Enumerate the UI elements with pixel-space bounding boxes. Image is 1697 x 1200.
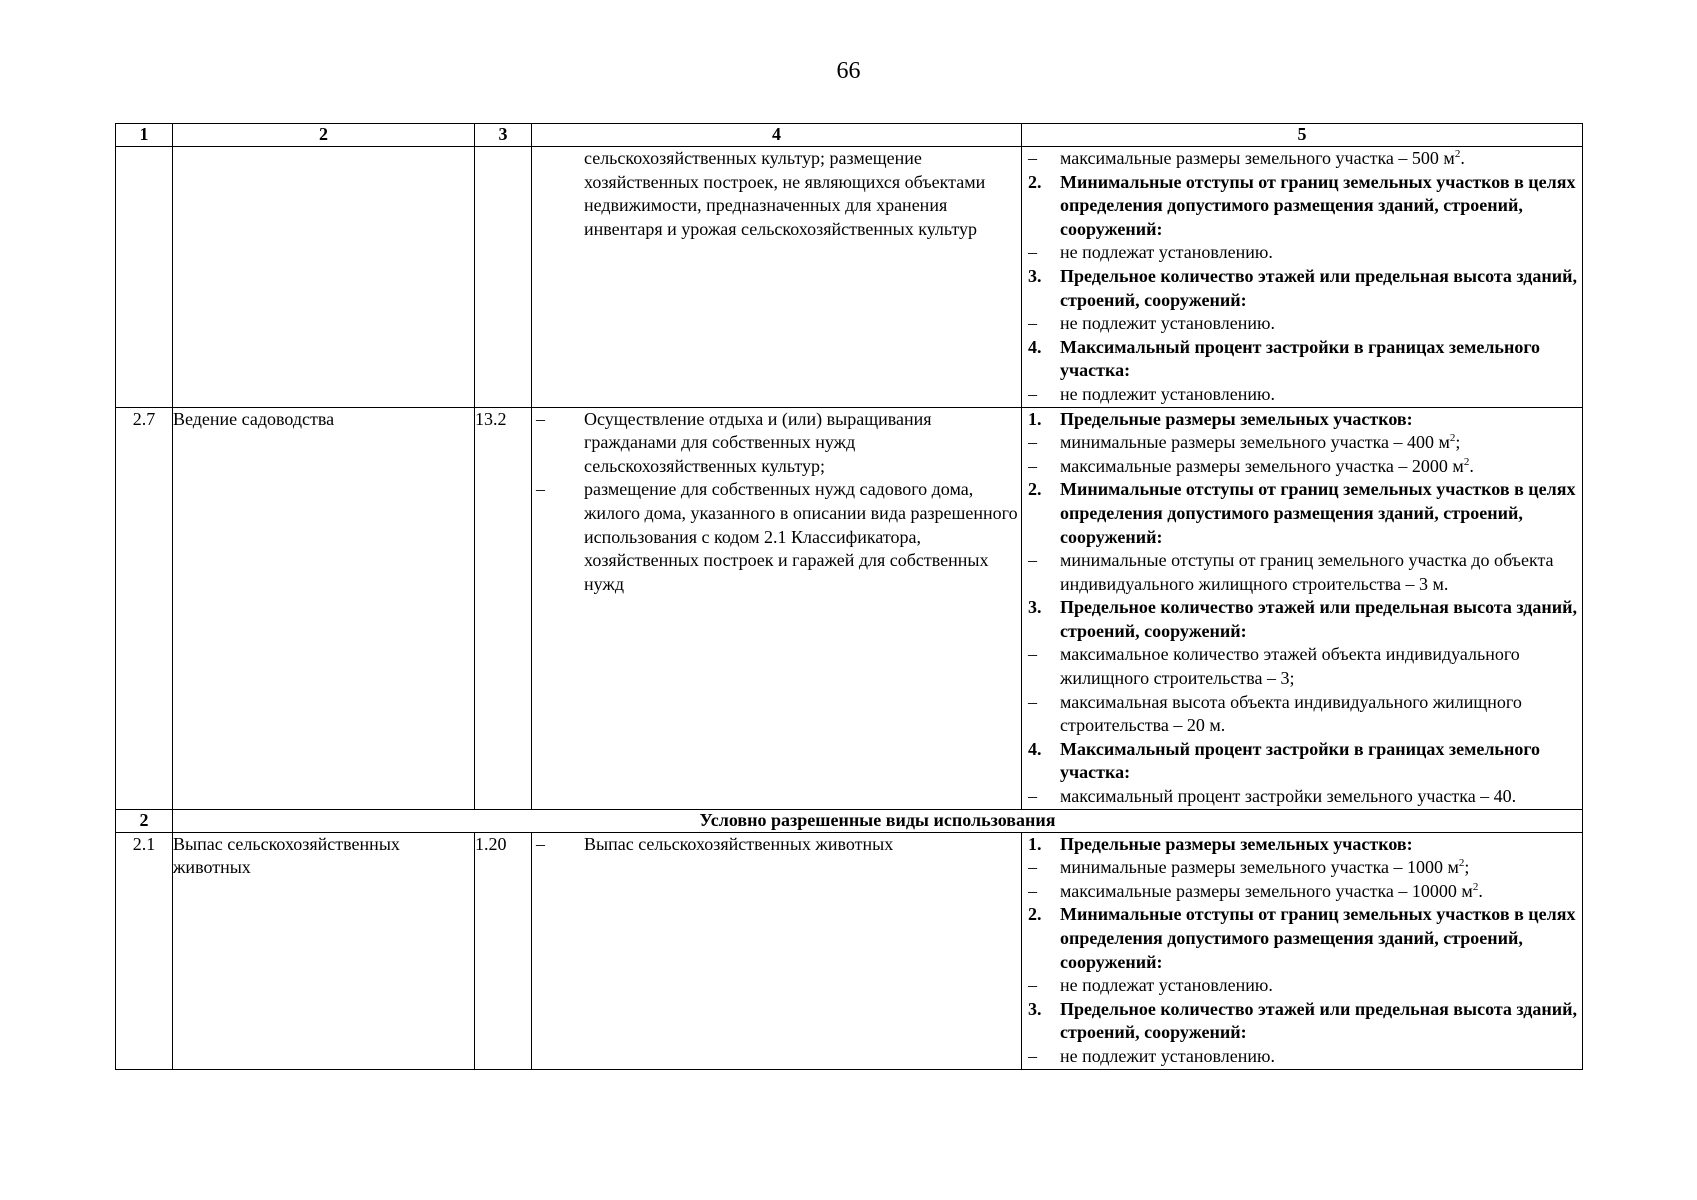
parameters-cell [1022,832,1583,1069]
parameter-text [1060,408,1582,432]
section-number: 2 [116,809,173,832]
parameter-main-text: минимальные отступы от границ земельного участка до объекта индивидуального жилищного строительства – 3 м. [1060,550,1554,594]
parameter-main-text: максимальные размеры земельного участка – 2000 м [1060,455,1464,476]
parameter-text [1060,383,1582,407]
parameter-text [1060,312,1582,336]
description-item [532,478,1021,596]
dash-marker: – [1028,550,1037,571]
parameter-tail: ; [1464,857,1470,878]
parameter-heading [1022,336,1582,383]
parameter-item [1022,643,1582,690]
parameter-text [1060,171,1582,242]
parameter-text [1060,596,1582,643]
dash-marker: – [1028,1045,1037,1066]
parameter-item [1022,974,1582,998]
parameter-main-text: не подлежит установлению. [1060,383,1275,404]
parameter-main-text: максимальные размеры земельного участка – 10000 м [1060,880,1473,901]
parameter-main-text: максимальное количество этажей объекта индивидуального жилищного строительства – 3; [1060,644,1520,689]
parameter-main-text: Предельные размеры земельных участков: [1060,833,1413,854]
parameter-main-text: не подлежит установлению. [1060,313,1275,334]
dash-marker: – [1028,242,1037,263]
parameter-text [1060,738,1582,785]
column-header: 4 [532,124,1022,147]
parameter-tail: . [1478,880,1483,901]
dash-marker: – [1028,786,1037,807]
parameter-heading [1022,903,1582,974]
use-name-cell [173,147,475,408]
parameter-text [1060,431,1582,455]
use-code-cell: 1.20 [475,832,532,1069]
row-number-cell: 2.1 [116,832,173,1069]
parameter-main-text: не подлежит установлению. [1060,1045,1275,1066]
parameter-main-text: Предельное количество этажей или предельная высота зданий, строений, сооружений: [1060,998,1578,1043]
parameter-text [1060,643,1582,690]
parameter-text [1060,903,1582,974]
table-row [116,407,1583,809]
parameter-text [1060,785,1582,809]
dash-marker: – [1028,383,1037,404]
parameter-main-text: не подлежат установлению. [1060,242,1273,263]
description-text: Осуществление отдыха и (или) выращивания гражданами для собственных нужд сельскохозяйственных культур; [584,408,932,476]
number-marker: 2. [1028,904,1042,925]
superscript: 2 [1454,148,1461,160]
dash-marker: – [536,833,545,854]
use-name-cell: Ведение садоводства [173,407,475,809]
superscript: 2 [1463,455,1470,468]
dash-marker: – [1028,148,1037,168]
parameter-heading [1022,738,1582,785]
parameter-main-text: Предельное количество этажей или предельная высота зданий, строений, сооружений: [1060,265,1578,310]
parameter-main-text: Минимальные отступы от границ земельных участков в целях определения допустимого размещения зданий, строений, сооружений: [1060,479,1576,547]
parameter-main-text: максимальные размеры земельного участка – 500 м [1060,148,1455,168]
parameter-heading [1022,265,1582,312]
table-header-row [116,124,1583,147]
parameter-text [1060,455,1582,479]
dash-marker: – [1028,455,1037,476]
parameters-cell [1022,147,1583,408]
number-marker: 2. [1028,171,1042,192]
description-item [532,147,1021,241]
number-marker: 4. [1028,336,1042,357]
dash-marker: – [1028,880,1037,901]
parameter-item [1022,785,1582,809]
superscript: 2 [1449,432,1456,445]
parameter-text [1060,880,1582,904]
description-cell [532,832,1022,1069]
parameter-item [1022,455,1582,479]
number-marker: 2. [1028,479,1042,500]
parameter-tail: ; [1455,432,1461,453]
column-header: 1 [116,124,173,147]
parameter-main-text: максимальная высота объекта индивидуального жилищного строительства – 20 м. [1060,691,1522,736]
parameter-text [1060,241,1582,265]
parameter-heading [1022,998,1582,1045]
parameter-main-text: Предельное количество этажей или предельная высота зданий, строений, сооружений: [1060,597,1578,641]
parameter-item [1022,383,1582,407]
dash-marker: – [1028,432,1037,453]
description-item [532,833,1021,857]
parameter-main-text: минимальные размеры земельного участка – 400 м [1060,432,1450,453]
table-body [116,147,1583,1070]
page-number: 66 [836,58,861,84]
parameter-item [1022,241,1582,265]
dash-marker: – [1028,644,1037,665]
parameter-item [1022,880,1582,904]
table-row [116,832,1583,1069]
parameter-item [1022,1045,1582,1069]
parameter-item [1022,147,1582,171]
dash-marker: – [1028,975,1037,996]
number-marker: 3. [1028,597,1042,618]
parameter-text [1060,856,1582,880]
dash-marker: – [536,408,545,429]
parameter-tail: . [1460,148,1465,168]
section-title: Условно разрешенные виды использования [173,809,1583,832]
column-header: 2 [173,124,475,147]
parameter-main-text: Минимальные отступы от границ земельных участков в целях определения допустимого размещения зданий, строений, сооружений: [1060,171,1576,239]
use-code-cell: 13.2 [475,407,532,809]
parameter-heading [1022,833,1582,857]
parameter-heading [1022,478,1582,549]
parameter-main-text: минимальные размеры земельного участка – 1000 м [1060,857,1459,878]
parameter-tail: . [1469,455,1474,476]
row-number-cell: 2.7 [116,407,173,809]
number-marker: 1. [1028,833,1042,854]
parameter-text [1060,265,1582,312]
parameter-heading [1022,408,1582,432]
parameter-heading [1022,596,1582,643]
description-text: Выпас сельскохозяйственных животных [584,833,894,854]
parameter-text [1060,549,1582,596]
number-marker: 3. [1028,998,1042,1019]
number-marker: 3. [1028,265,1042,286]
parameter-item [1022,691,1582,738]
use-name-cell: Выпас сельскохозяйственных животных [173,832,475,1069]
row-number-cell [116,147,173,408]
use-code-cell [475,147,532,408]
description-cell [532,407,1022,809]
dash-marker: – [1028,313,1037,334]
parameter-text [1060,336,1582,383]
table-row [116,147,1583,408]
parameters-cell [1022,407,1583,809]
parameter-main-text: не подлежат установлению. [1060,975,1273,996]
parameter-main-text: максимальный процент застройки земельного участка – 40. [1060,786,1517,807]
parameter-text [1060,691,1582,738]
parameter-heading [1022,171,1582,242]
superscript: 2 [1472,880,1479,893]
description-text: размещение для собственных нужд садового дома, жилого дома, указанного в описании вида разрешенного использования с кодом 2.1 Классификатора, хозяйственных построек и гаражей для собственных нужд [584,479,1018,594]
dash-marker: – [1028,857,1037,878]
parameter-text [1060,974,1582,998]
parameter-text [1060,147,1582,171]
parameter-text [1060,998,1582,1045]
number-marker: 4. [1028,738,1042,759]
column-header: 3 [475,124,532,147]
parameter-item [1022,856,1582,880]
column-header: 5 [1022,124,1583,147]
zoning-table [115,123,1583,1070]
parameter-item [1022,312,1582,336]
superscript: 2 [1458,857,1465,870]
parameter-item [1022,549,1582,596]
parameter-main-text: Максимальный процент застройки в границах земельного участка: [1060,336,1541,381]
dash-marker: – [536,479,545,500]
description-text: сельскохозяйственных культур; размещение хозяйственных построек, не являющихся объектами недвижимости, предназначенных для хранения инвентаря и урожая сельскохозяйственных культур [584,148,986,239]
description-item [532,408,1021,479]
parameter-text [1060,478,1582,549]
description-cell [532,147,1022,408]
parameter-main-text: Максимальный процент застройки в границах земельного участка: [1060,738,1541,783]
parameter-text [1060,833,1582,857]
parameter-text [1060,1045,1582,1069]
parameter-item [1022,431,1582,455]
dash-marker: – [1028,691,1037,712]
number-marker: 1. [1028,408,1042,429]
parameter-main-text: Минимальные отступы от границ земельных участков в целях определения допустимого размещения зданий, строений, сооружений: [1060,904,1576,972]
dash-marker [532,147,584,241]
section-row [116,809,1583,832]
parameter-main-text: Предельные размеры земельных участков: [1060,408,1413,429]
